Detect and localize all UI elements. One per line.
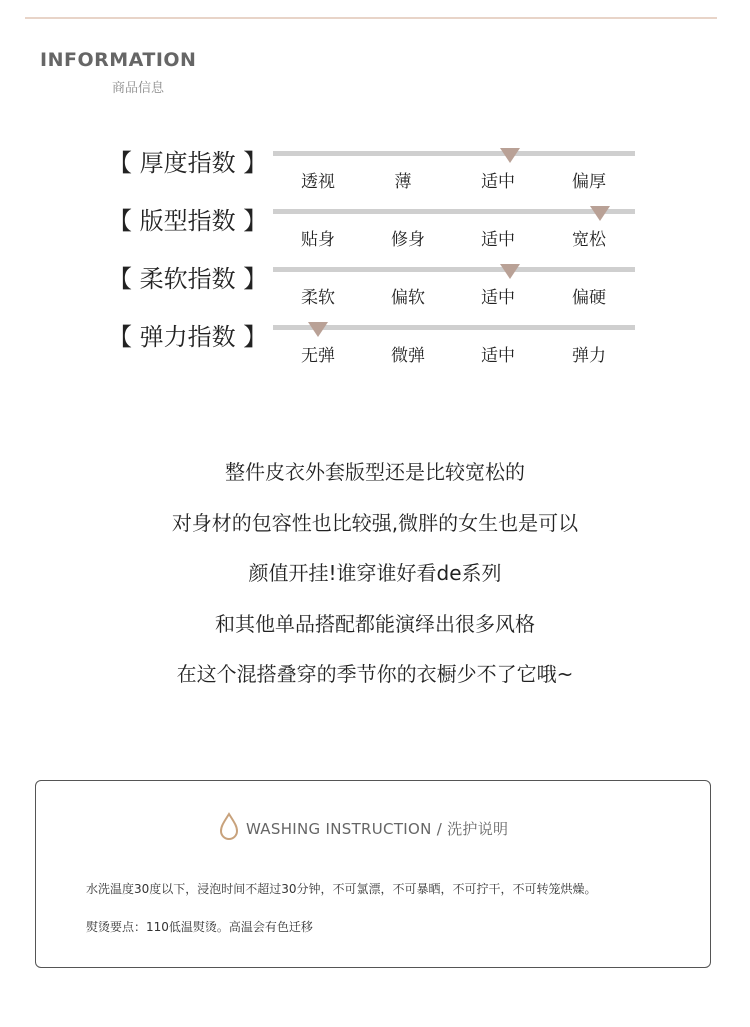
index-option: 偏厚 <box>572 172 606 192</box>
index-option: 适中 <box>481 230 515 250</box>
index-option: 偏硬 <box>572 288 606 308</box>
index-marker <box>308 322 328 337</box>
index-row-fit <box>0 201 750 251</box>
index-option: 柔软 <box>301 288 335 308</box>
index-track <box>273 209 635 214</box>
index-row-elasticity <box>0 317 750 367</box>
index-option: 适中 <box>481 172 515 192</box>
description-line: 和其他单品搭配都能演绎出很多风格 <box>215 612 535 636</box>
index-option: 弹力 <box>572 346 606 366</box>
top-divider <box>25 17 717 19</box>
section-subtitle: 商品信息 <box>112 81 165 96</box>
index-label: 【 版型指数 】 <box>108 207 268 235</box>
index-row-thickness <box>0 143 750 193</box>
index-track <box>273 267 635 272</box>
index-marker <box>590 206 610 221</box>
index-marker <box>500 264 520 279</box>
index-option: 贴身 <box>301 230 335 250</box>
description-line: 整件皮衣外套版型还是比较宽松的 <box>225 460 525 484</box>
index-option: 宽松 <box>572 230 606 250</box>
index-option: 微弹 <box>391 346 425 366</box>
index-option: 透视 <box>301 172 335 192</box>
water-drop-icon <box>218 812 240 840</box>
index-option: 无弹 <box>301 346 335 366</box>
index-option: 偏软 <box>391 288 425 308</box>
index-marker <box>500 148 520 163</box>
index-option: 修身 <box>391 230 425 250</box>
index-track <box>273 325 635 330</box>
ironing-text: 熨烫要点：110低温熨烫。高温会有色迁移 <box>86 920 313 934</box>
index-option: 适中 <box>481 288 515 308</box>
washing-instruction-box <box>35 780 711 968</box>
index-option: 适中 <box>481 346 515 366</box>
section-title: INFORMATION <box>40 49 197 71</box>
index-option: 薄 <box>394 172 412 192</box>
description-line: 颜值开挂!谁穿谁好看de系列 <box>248 561 502 585</box>
index-row-softness <box>0 259 750 309</box>
index-label: 【 厚度指数 】 <box>108 149 268 177</box>
description-line: 在这个混搭叠穿的季节你的衣橱少不了它哦~ <box>176 662 574 686</box>
description-line: 对身材的包容性也比较强,微胖的女生也是可以 <box>171 511 579 535</box>
washing-title: WASHING INSTRUCTION / 洗护说明 <box>246 820 509 838</box>
index-label: 【 弹力指数 】 <box>108 323 268 351</box>
index-track <box>273 151 635 156</box>
index-label: 【 柔软指数 】 <box>108 265 268 293</box>
washing-text: 水洗温度30度以下，浸泡时间不超过30分钟，不可氯漂，不可暴晒，不可拧干，不可转笼烘燥。 <box>86 882 597 896</box>
